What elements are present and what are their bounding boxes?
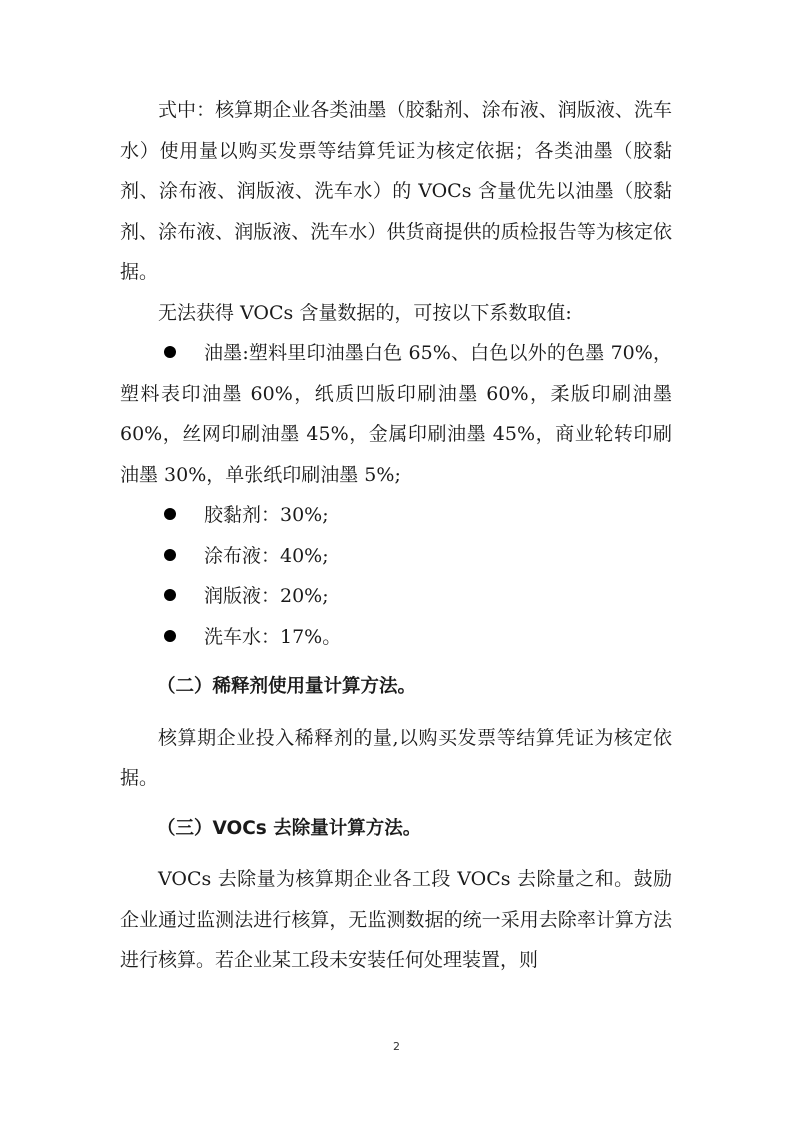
bullet-dot-icon xyxy=(164,346,176,358)
bullet-text: 油墨:塑料里印油墨白色 65%、白色以外的色墨 70%，塑料表印油墨 60%，纸质凹版印刷油墨 60%，柔版印刷油墨 60%，丝网印刷油墨 45%，金属印刷油墨 45%，商业轮转印刷油墨 30%，单张纸印刷油墨 5%; xyxy=(120,342,672,486)
bullet-text: 润版液：20%; xyxy=(204,585,329,607)
bullet-item-adhesive xyxy=(120,495,672,536)
paragraph-diluent: 核算期企业投入稀释剂的量,以购买发票等结算凭证为核定依据。 xyxy=(120,726,672,789)
bullet-dot-icon xyxy=(164,589,176,601)
bullet-text: 洗车水：17%。 xyxy=(204,625,342,648)
paragraph-no-data: 无法获得 VOCs 含量数据的，可按以下系数取值: xyxy=(158,301,572,324)
bullet-dot-icon xyxy=(164,630,176,642)
paragraph-formula-note: 式中：核算期企业各类油墨（胶黏剂、涂布液、润版液、洗车水）使用量以购买发票等结算凭证为核定依据；各类油墨（胶黏剂、涂布液、润版液、洗车水）的 VOCs 含量优先以油墨（胶黏剂、涂布液、润版液、洗车水）供货商提供的质检报告等为核定依据。 xyxy=(120,99,672,283)
bullet-dot-icon xyxy=(164,508,176,520)
page-number: 2 xyxy=(393,1040,400,1053)
section-heading-voc-removal: （三）VOCs 去除量计算方法。 xyxy=(157,817,422,839)
bullet-item-coating xyxy=(120,536,672,577)
paragraph-voc-removal: VOCs 去除量为核算期企业各工段 VOCs 去除量之和。鼓励企业通过监测法进行核算，无监测数据的统一采用去除率计算方法进行核算。若企业某工段未安装任何处理装置，则 xyxy=(120,868,672,971)
bullet-item-ink xyxy=(120,333,672,495)
bullet-item-fountain xyxy=(120,576,672,617)
bullet-text: 胶黏剂：30%; xyxy=(204,504,329,526)
bullet-text: 涂布液：40%; xyxy=(204,544,329,567)
document-body xyxy=(120,90,672,981)
bullet-item-washer xyxy=(120,617,672,658)
bullet-dot-icon xyxy=(164,549,176,561)
section-heading-diluent: （二）稀释剂使用量计算方法。 xyxy=(157,676,417,697)
